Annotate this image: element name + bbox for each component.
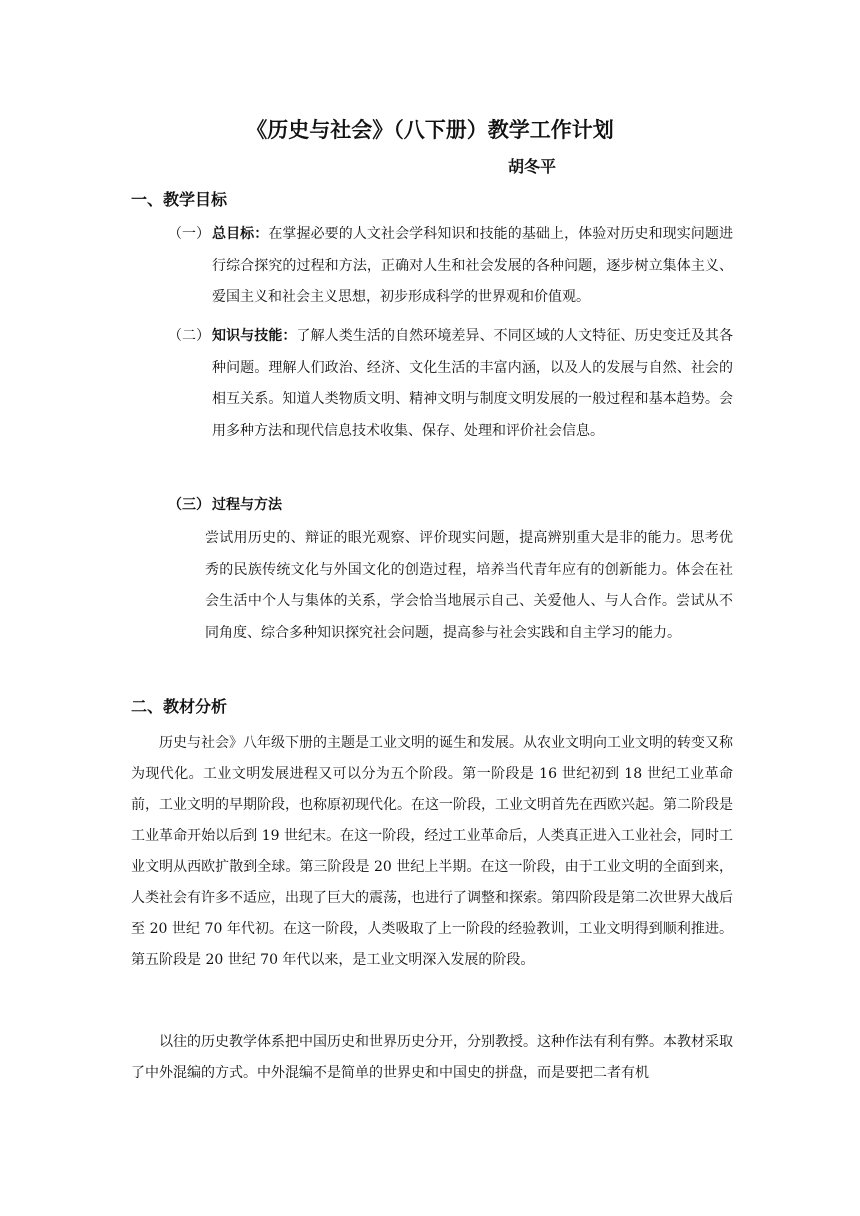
document-title: 《历史与社会》（八下册）教学工作计划	[246, 118, 614, 142]
goal-item-body	[212, 321, 733, 447]
goal-item-number: （一）	[168, 226, 210, 242]
goal-item-text: 在掌握必要的人文社会学科知识和技能的基础上，体验对历史和现实问题进行综合探究的过程和方法，正确对人生和社会发展的各种问题，逐步树立集体主义、爱国主义和社会主义思想，初步形成科学的世界观和价值观。	[212, 226, 734, 305]
goal-item-process-methods-text: 尝试用历史的、辩证的眼光观察、评价现实问题，提高辨别重大是非的能力。思考优秀的民族传统文化与外国文化的创造过程，培养当代青年应有的创新能力。体会在社会生活中个人与集体的关系，学会恰当地展示自己、关爱他人、与人合作。尝试从不同角度、综合多种知识探究社会问题，提高参与社会实践和自主学习的能力。	[205, 530, 733, 641]
goal-item-body	[212, 219, 733, 314]
goal-item-process-methods-heading	[168, 493, 282, 517]
paragraph: 历史与社会》八年级下册的主题是工业文明的诞生和发展。从农业文明向工业文明的转变又称为现代化。工业文明发展进程又可以分为五个阶段。第一阶段是 16 世纪初到 18 世纪工业革命前，工业文明的早期阶段，也称原初现代化。在这一阶段，工业文明首先在西欧兴起。第二阶段是工业革命开始以后到 19 世纪末。在这一阶段，经过工业革命后，人类真正进入工业社会，同时工业文明从西欧扩散到全球。第三阶段是 20 世纪上半期。在这一阶段，由于工业文明的全面到来，人类社会有许多不适应，出现了巨大的震荡，也进行了调整和探索。第四阶段是第二次世界大战后至 20 世纪 70 年代初。在这一阶段，人类吸取了上一阶段的经验教训，工业文明得到顺利推进。第五阶段是 20 世纪 70 年代以来，是工业文明深入发展的阶段。	[131, 735, 733, 968]
section-heading-teaching-goals: 一、教学目标	[131, 190, 228, 209]
goal-item-number: （二）	[168, 328, 210, 344]
goal-item-lead: 总目标：	[212, 226, 269, 242]
author-name: 胡冬平	[508, 157, 557, 176]
paragraph: 以往的历史教学体系把中国历史和世界历史分开，分别教授。这种作法有利有弊。本教材采取了中外混编的方式。中外混编不是简单的世界史和中国史的拼盘，而是要把二者有机	[131, 1034, 733, 1081]
goal-item-text: 了解人类生活的自然环境差异、不同区域的人文特征、历史变迁及其各种问题。理解人们政治、经济、文化生活的丰富内涵，以及人的发展与自然、社会的相互关系。知道人类物质文明、精神文明与制度文明发展的一般过程和基本趋势。会用多种方法和现代信息技术收集、保存、处理和评价社会信息。	[212, 328, 733, 439]
goal-item-number: （三）	[168, 497, 210, 513]
goal-item-overall	[168, 219, 733, 314]
section-heading-material-analysis: 二、教材分析	[131, 697, 228, 716]
goal-item-knowledge-skills	[168, 321, 733, 447]
goal-item-lead: 过程与方法	[212, 497, 282, 513]
goal-item-lead: 知识与技能：	[212, 328, 297, 344]
